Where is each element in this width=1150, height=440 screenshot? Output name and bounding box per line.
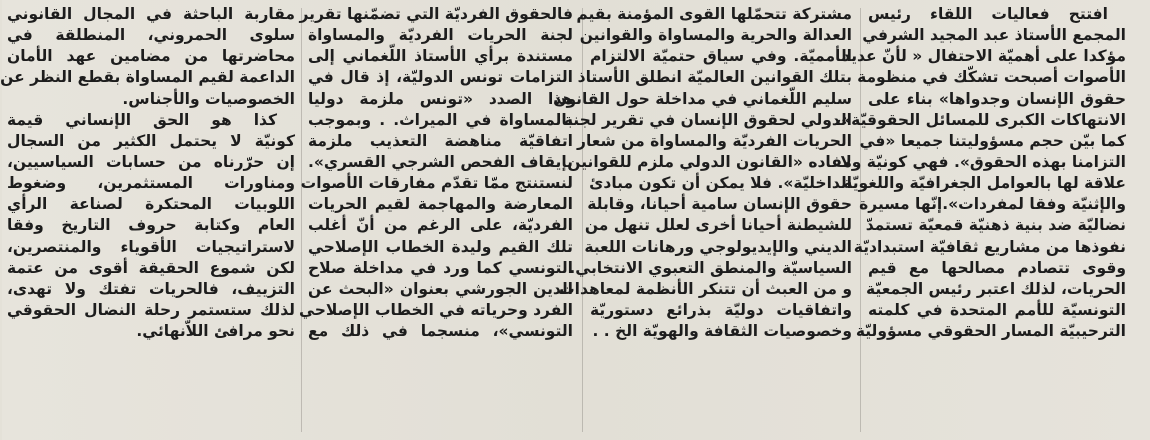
article-column-2 [553,4,852,438]
text-line: العدالة والحرية والمساواة والقوانين [579,26,852,45]
text-line: الفرديّة، على الرغم من أنّ أغلب [308,216,573,235]
text-line: حقوق الإنسان سامية أحيانا، وقابلة [587,195,852,214]
text-line: نحو مرافئ اللاّنهائي. [136,322,295,341]
text-line: كونيّة لا يحتمل الكثير من السجال [7,131,295,150]
text-line: السياسيّة والمنطق التعبوي الانتخابي. [569,258,852,277]
text-line: كذا هو الحق الإنساني قيمة [7,110,277,129]
text-line: وقوى تتصادم مصالحها مع قيم [868,258,1126,277]
text-line: للشيطنة أحيانا أخرى لعلل تنهل من [584,216,852,235]
text-line: بتلك القوانين العالميّة انطلق الأستاذ [577,68,852,87]
text-line: الديني والإيديولوجي ورهانات اللعبة [584,237,852,256]
text-line: سلوى الحمروني، المنطلقة في [7,26,295,45]
text-line: الخصوصيات والأجناس. [122,89,295,108]
newspaper-clipping [2,0,1150,440]
text-line: واتفاقيات دوليّة بذرائع دستوريّة [590,300,852,319]
text-line: لذلك ستستمر رحلة النضال الحقوقي [7,300,295,319]
text-line: الحريات الفرديّة والمساواة من شعار [577,131,852,150]
text-line: بإيقاف الفحص الشرجي القسري». [308,152,573,171]
text-line: الترحيبيّة المسار الحقوقي مسؤوليّة [855,322,1126,341]
text-line: محاضرتها من مضامين عهد الأمان [7,47,295,66]
text-line: وخصوصيات الثقافة والهويّة الخ . . [592,322,852,341]
text-line: المجمع الأستاذ عبد المجيد الشرفي [862,26,1126,45]
text-line: لكن شموع الحقيقة أقوى من عتمة [7,258,295,277]
text-line: الداخليّة». فلا يمكن أن تكون مبادئ [589,174,852,193]
article-column-1 [835,4,1126,438]
article-column-4 [0,4,295,438]
text-line: الدولي لحقوق الإنسان في تقرير لجنة [563,110,852,129]
text-line: التزامنا بهذه الحقوق». فهي كونيّة ولا [840,152,1126,171]
text-line: فالحقوق الفرديّة التي تضمّنها تقرير [299,5,573,23]
text-line: التونسي»، منسجما في ذلك مع [308,322,573,341]
text-line: والإثنيّة وفقا لمفردات».إنّها مسيرة [859,195,1126,214]
column-divider [301,8,302,432]
text-line: مشتركة تتحمّلها القوى المؤمنة بقيم [576,5,852,23]
text-line: التونسي كما ورد في مداخلة صلاح [308,258,573,277]
text-line: الداعمة لقيم المساواة بقطع النظر عن [0,68,295,87]
text-line: مفاده «القانون الدولي ملزم للقوانين [567,152,852,171]
text-line: علاقة لها بالعوامل الجغرافيّة واللغويّة [843,174,1126,193]
text-line: نفوذها من مشاريع ثقافيّة استبداديّة [853,237,1126,256]
text-line: المعارضة والمهاجمة لقيم الحريات [308,195,573,214]
text-line: مؤكدا على أهميّة الاحتفال « لأنّ عديد [842,47,1126,66]
text-line: الأصوات أصبحت تشكّك في منظومة [857,68,1126,87]
text-line: اتفاقيّة مناهضة التعذيب ملزمة [308,131,573,150]
text-line: تلك القيم وليدة الخطاب الإصلاحي [308,237,573,256]
text-line: هذا الصدد «تونس ملزمة دوليا [308,89,573,108]
text-line: التزامات تونس الدوليّة، إذ قال في [308,68,573,87]
text-line: الفرد وحرياته في الخطاب الإصلاحي [299,300,573,319]
text-line: الانتهاكات الكبرى للمسائل الحقوقيّة»، [835,110,1126,129]
text-line: ومناورات المستثمرين، وضغوط [7,174,295,193]
text-line: و من العبث أن تتنكر الأنظمة لمعاهدات [559,279,852,298]
text-line: الدين الجورشي بعنوان «البحث عن [308,279,573,298]
text-line: لاستراتيجيات الأقوياء والمنتصرين، [7,237,295,256]
text-line: التزييف، فالحريات تفتك ولا تهدى، [7,279,295,298]
article-column-3 [299,4,573,438]
text-line: اللوبيات المحتكرة لصناعة الرأي [7,195,295,214]
text-line: بالمساواة في الميراث. . وبموجب [308,110,573,129]
text-line: افتتح فعاليات اللقاء رئيس [868,5,1108,23]
text-line: مقاربة الباحثة في المجال القانوني [7,5,295,23]
text-line: التونسيّة للأمم المتحدة في كلمته [868,300,1126,319]
text-line: لجنة الحريات الفرديّة والمساواة [308,26,573,45]
text-line: لنستنتج ممّا تقدّم مفارقات الأصوات [300,174,573,193]
text-line: الحريات، لذلك اعتبر رئيس الجمعيّة [865,279,1126,298]
text-line: إن حرّرناه من حسابات السياسيين، [7,152,295,171]
text-line: سليم اللّغماني في مداخلة حول القانون [553,89,852,108]
text-line: حقوق الإنسان وجدواها» بناء على [868,89,1126,108]
text-line: العام وكتابة حروف التاريخ وفقا [7,216,295,235]
text-line: نضاليّة ضد بنية ذهنيّة قمعيّة تستمدّ [865,216,1126,235]
text-line: كما بيّن حجم مسؤوليتنا جميعا «في [859,131,1126,150]
text-line: مستندة برأي الأستاذ اللّغماني إلى [308,47,573,66]
text-line: الأمميّة. وفي سياق حتميّة الالتزام [590,47,852,66]
